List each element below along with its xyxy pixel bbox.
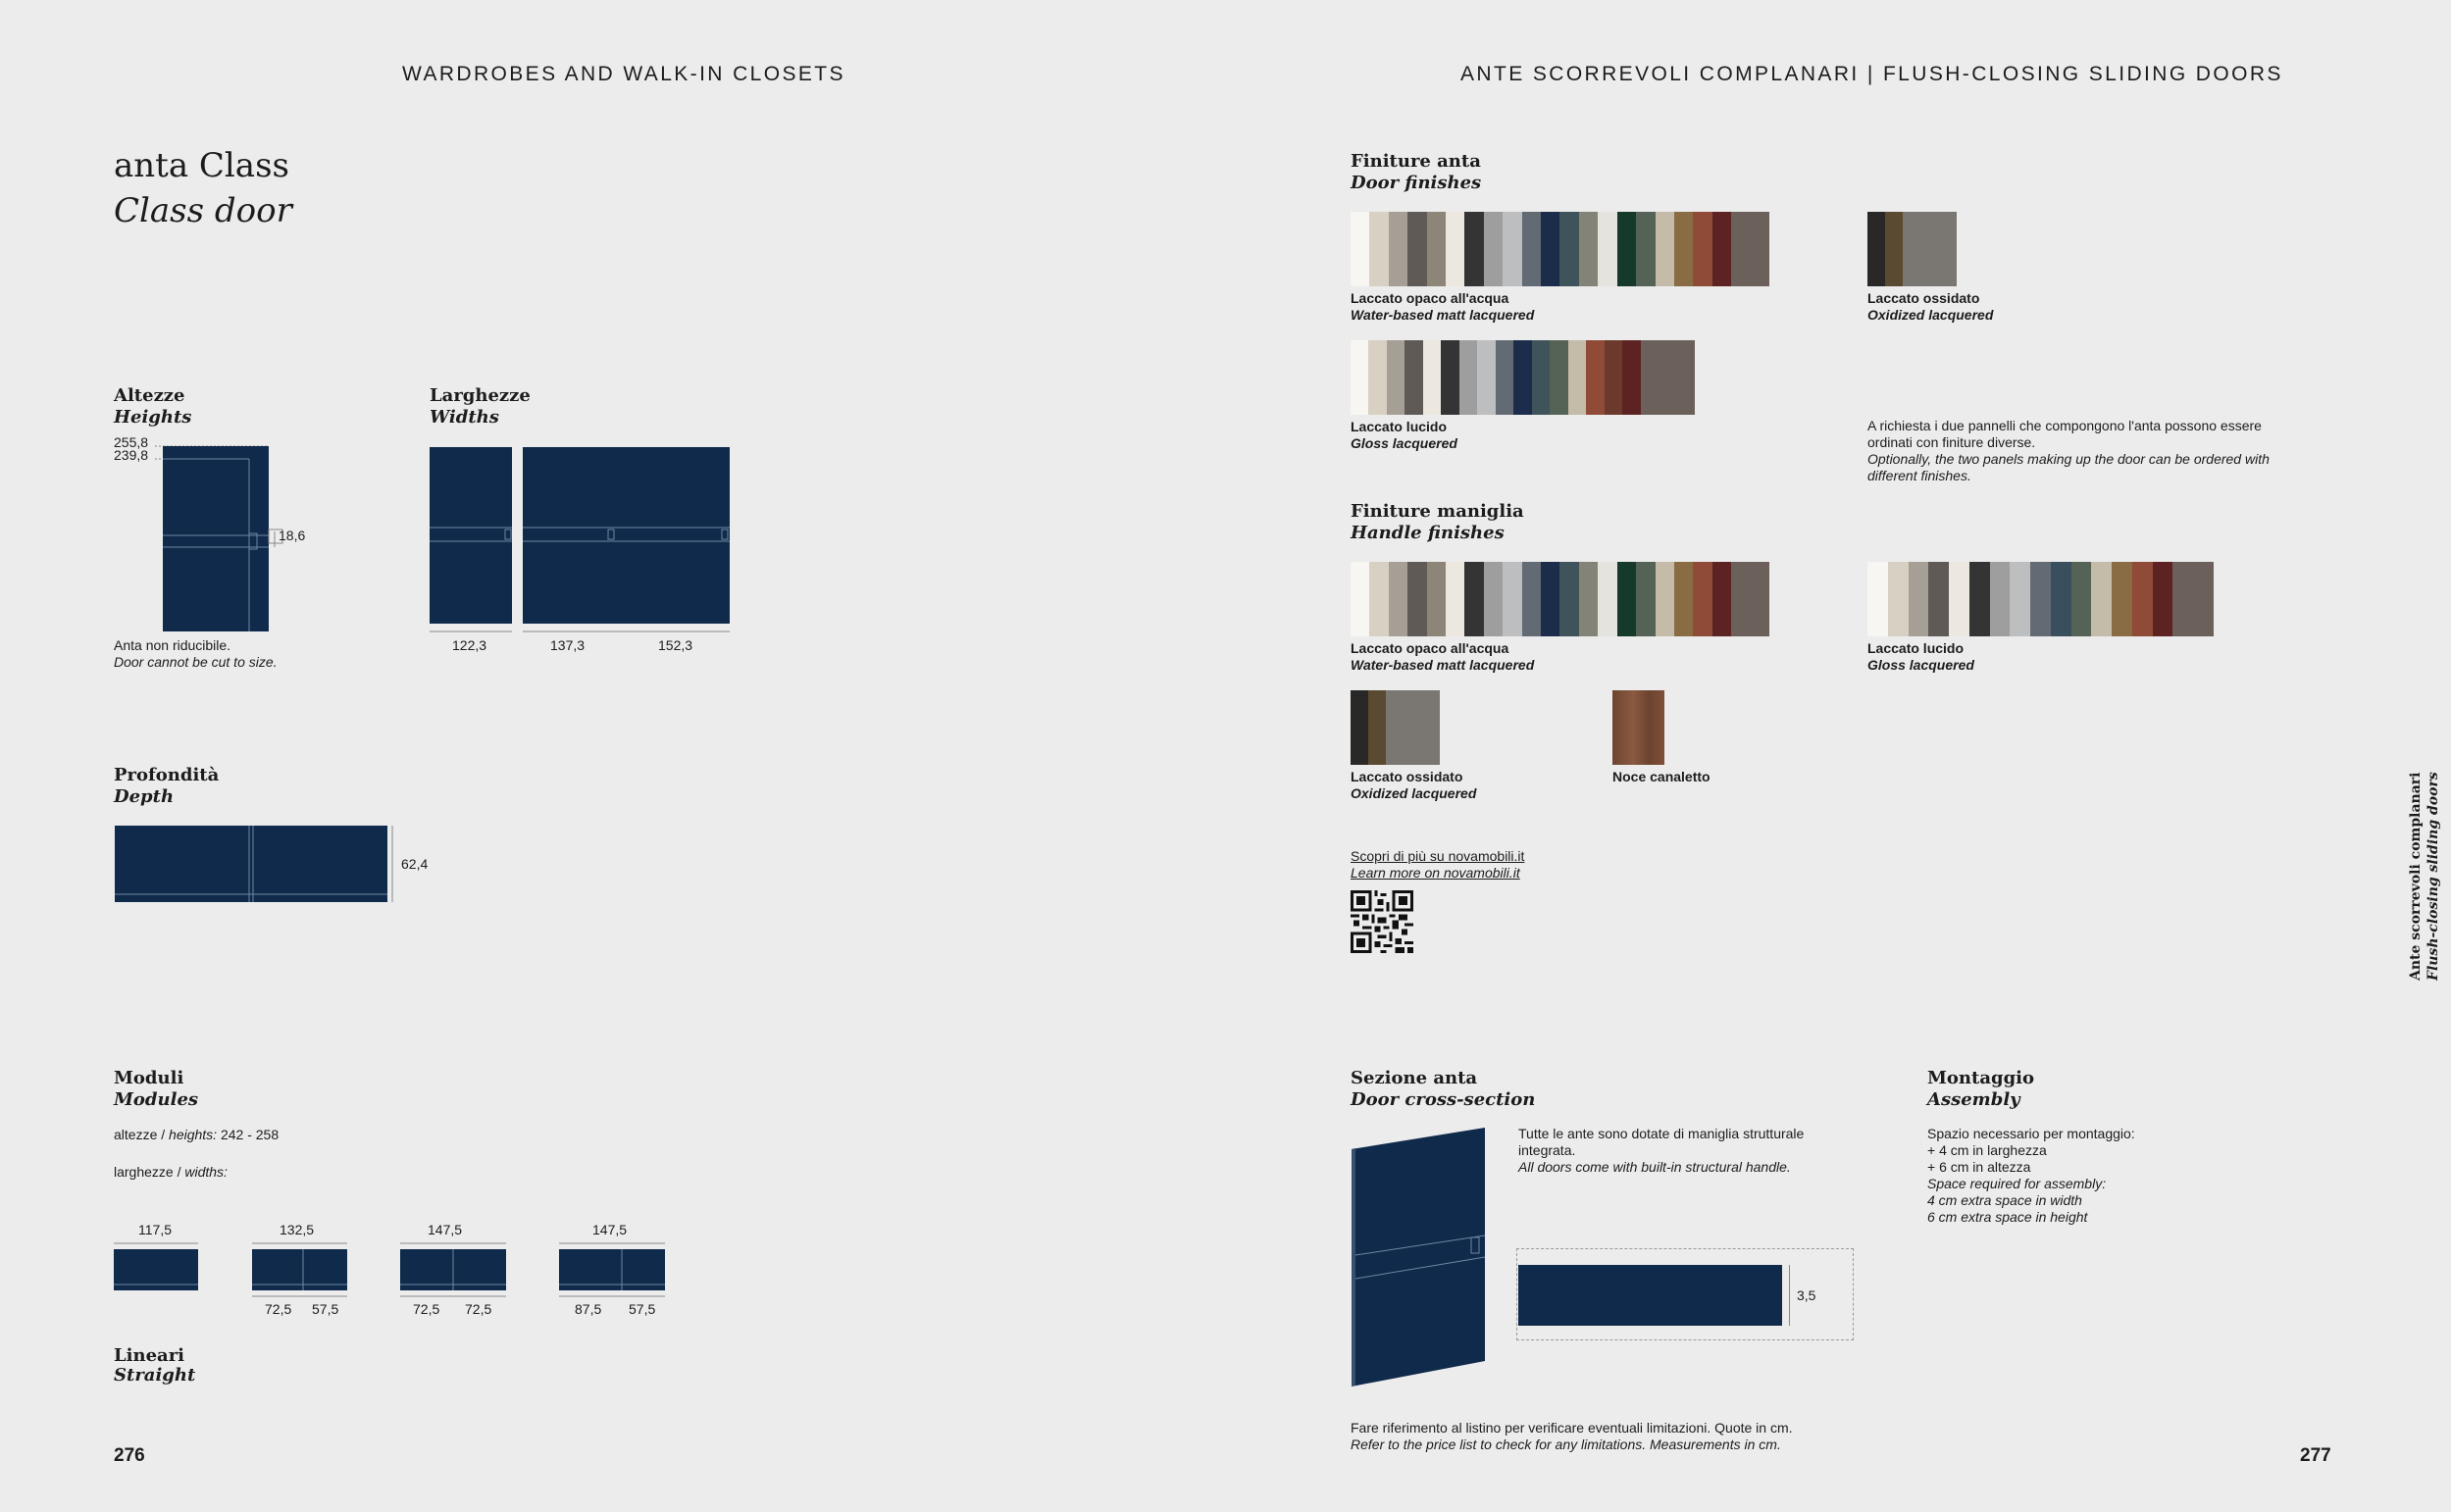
color-swatch <box>1503 212 1521 286</box>
color-swatch <box>1586 340 1604 415</box>
handle-oxidized-label: Laccato ossidato <box>1351 769 1463 784</box>
cross-section-label: Sezione anta <box>1351 1068 1478 1088</box>
module-4 <box>559 1243 665 1296</box>
assembly-line-6: 6 cm extra space in height <box>1927 1209 2088 1225</box>
color-swatch <box>1909 562 1929 636</box>
color-swatch <box>1949 562 1969 636</box>
cross-section-profile <box>1518 1265 1782 1326</box>
color-swatch <box>2071 562 2092 636</box>
color-swatch <box>1532 340 1550 415</box>
width-door-3 <box>625 447 730 631</box>
color-swatch <box>1513 340 1531 415</box>
door-matt-swatches <box>1351 212 1769 286</box>
door-oxidized-swatches <box>1867 212 1957 286</box>
color-swatch <box>1427 212 1446 286</box>
color-swatch <box>1731 212 1750 286</box>
color-swatch <box>1712 212 1731 286</box>
color-swatch <box>1559 562 1578 636</box>
door-3d-diagram <box>1348 1124 1489 1390</box>
color-swatch <box>1351 340 1368 415</box>
color-swatch <box>1939 212 1957 286</box>
color-swatch <box>1712 562 1731 636</box>
width-value-2: 137,3 <box>550 637 586 653</box>
cross-section-label-en: Door cross-section <box>1351 1089 1536 1110</box>
depth-value: 62,4 <box>401 856 429 872</box>
color-swatch <box>1386 690 1404 765</box>
color-swatch <box>1617 212 1636 286</box>
thickness-dimension-line <box>1789 1265 1790 1326</box>
color-swatch <box>1885 212 1903 286</box>
color-swatch <box>1656 562 1674 636</box>
module-3-part-2: 72,5 <box>465 1301 492 1317</box>
color-swatch <box>1636 562 1655 636</box>
right-page-header: ANTE SCORREVOLI COMPLANARI | FLUSH-CLOSING SLIDING DOORS <box>1460 63 2283 85</box>
learn-more-link[interactable]: Scopri di più su novamobili.it <box>1351 848 1525 864</box>
color-swatch <box>2172 562 2193 636</box>
color-swatch <box>1446 562 1464 636</box>
color-swatch <box>1751 212 1769 286</box>
heights-note-en: Door cannot be cut to size. <box>114 654 278 670</box>
door-finishes-note: A richiesta i due pannelli che compongono l'anta possono essere ordinati con finiture diverse. <box>1867 418 2262 450</box>
color-swatch <box>1423 340 1441 415</box>
door-matt-label: Laccato opaco all'acqua <box>1351 290 1509 306</box>
straight-label-en: Straight <box>114 1365 196 1386</box>
widths-diagram <box>428 445 734 637</box>
color-swatch <box>1351 562 1369 636</box>
cross-section-text-en: All doors come with built-in structural handle. <box>1518 1159 1791 1175</box>
color-swatch <box>1636 212 1655 286</box>
color-swatch <box>1522 562 1541 636</box>
assembly-label: Montaggio <box>1927 1068 2035 1088</box>
color-swatch <box>1422 690 1440 765</box>
module-2-part-2: 57,5 <box>312 1301 339 1317</box>
color-swatch <box>1888 562 1909 636</box>
assembly-label-en: Assembly <box>1927 1089 2020 1110</box>
door-finishes-note-en: Optionally, the two panels making up the door can be ordered with different finishes. <box>1867 451 2270 483</box>
widths-label-en: Widths <box>430 407 499 428</box>
color-swatch <box>1522 212 1541 286</box>
color-swatch <box>1617 562 1636 636</box>
color-swatch <box>1427 562 1446 636</box>
assembly-line-1: Spazio necessario per montaggio: <box>1927 1126 2135 1141</box>
color-swatch <box>1368 690 1386 765</box>
widths-label: Larghezze <box>430 385 531 406</box>
color-swatch <box>2153 562 2173 636</box>
width-value-1: 122,3 <box>452 637 487 653</box>
handle-gloss-label: Laccato lucido <box>1867 640 1965 656</box>
color-swatch <box>1641 340 1659 415</box>
handle-finishes-label-en: Handle finishes <box>1351 523 1505 543</box>
color-swatch <box>1731 562 1750 636</box>
color-swatch <box>2193 562 2214 636</box>
color-swatch <box>1484 562 1503 636</box>
color-swatch <box>1404 340 1422 415</box>
color-swatch <box>1484 212 1503 286</box>
color-swatch <box>1568 340 1586 415</box>
modules-label-en: Modules <box>114 1089 199 1110</box>
color-swatch <box>1407 562 1426 636</box>
straight-label: Lineari <box>114 1345 185 1366</box>
walnut-swatch <box>1612 690 1664 765</box>
color-swatch <box>2132 562 2153 636</box>
side-tab-text-en: Flush-closing sliding doors <box>2425 772 2441 981</box>
height-value-1: 255,8 <box>114 434 149 450</box>
assembly-line-2: + 4 cm in larghezza <box>1927 1142 2047 1158</box>
color-swatch <box>1921 212 1939 286</box>
module-2-part-1: 72,5 <box>265 1301 292 1317</box>
color-swatch <box>2010 562 2030 636</box>
depth-diagram <box>114 824 398 906</box>
color-swatch <box>1559 212 1578 286</box>
handle-gloss-label-en: Gloss lacquered <box>1867 657 1974 673</box>
learn-more-link-en[interactable]: Learn more on novamobili.it <box>1351 865 1520 881</box>
color-swatch <box>1368 340 1386 415</box>
door-oxidized-label-en: Oxidized lacquered <box>1867 307 1994 323</box>
handle-matt-swatches <box>1351 562 1769 636</box>
assembly-line-3: + 6 cm in altezza <box>1927 1159 2031 1175</box>
color-swatch <box>1541 562 1559 636</box>
module-1-total: 117,5 <box>138 1222 172 1237</box>
page-title: anta Class <box>114 146 289 185</box>
side-tab-text: Ante scorrevoli complanari <box>2408 772 2424 981</box>
module-3-total: 147,5 <box>428 1222 463 1237</box>
color-swatch <box>1990 562 2011 636</box>
modules-heights: altezze / heights: 242 - 258 <box>114 1127 280 1142</box>
color-swatch <box>1622 340 1640 415</box>
color-swatch <box>2030 562 2051 636</box>
module-4-part-2: 57,5 <box>629 1301 656 1317</box>
module-2-total: 132,5 <box>280 1222 315 1237</box>
color-swatch <box>1404 690 1422 765</box>
page-number-left: 276 <box>114 1445 145 1466</box>
door-matt-label-en: Water-based matt lacquered <box>1351 307 1535 323</box>
handle-gloss-swatches <box>1867 562 2214 636</box>
width-value-3: 152,3 <box>658 637 693 653</box>
color-swatch <box>1351 690 1368 765</box>
color-swatch <box>1407 212 1426 286</box>
color-swatch <box>1656 212 1674 286</box>
color-swatch <box>1550 340 1567 415</box>
heights-label: Altezze <box>114 385 185 406</box>
color-swatch <box>1496 340 1513 415</box>
module-4-part-1: 87,5 <box>575 1301 602 1317</box>
assembly-line-5: 4 cm extra space in width <box>1927 1192 2082 1208</box>
depth-label: Profondità <box>114 765 220 785</box>
color-swatch <box>1693 212 1711 286</box>
color-swatch <box>1676 340 1694 415</box>
color-swatch <box>1464 562 1483 636</box>
handle-matt-label: Laccato opaco all'acqua <box>1351 640 1509 656</box>
page-number-right: 277 <box>2300 1445 2331 1466</box>
color-swatch <box>1464 212 1483 286</box>
width-door-1 <box>430 447 512 631</box>
color-swatch <box>1389 562 1407 636</box>
handle-dimension: 18,6 <box>279 528 306 543</box>
depth-label-en: Depth <box>114 786 175 807</box>
door-finishes-label-en: Door finishes <box>1351 173 1482 193</box>
page-subtitle: Class door <box>114 191 292 230</box>
color-swatch <box>1605 340 1622 415</box>
color-swatch <box>1503 562 1521 636</box>
color-swatch <box>1659 340 1676 415</box>
color-swatch <box>1459 340 1477 415</box>
cross-section-text: Tutte le ante sono dotate di maniglia strutturale integrata. <box>1518 1126 1805 1158</box>
footer-note: Fare riferimento al listino per verificare eventuali limitazioni. Quote in cm. <box>1351 1420 1793 1436</box>
color-swatch <box>1928 562 1949 636</box>
color-swatch <box>1387 340 1404 415</box>
color-swatch <box>1598 562 1616 636</box>
color-swatch <box>2091 562 2112 636</box>
module-2 <box>252 1243 347 1296</box>
color-swatch <box>1674 212 1693 286</box>
color-swatch <box>1369 562 1388 636</box>
door-gloss-label: Laccato lucido <box>1351 419 1448 434</box>
assembly-line-4: Space required for assembly: <box>1927 1176 2107 1191</box>
color-swatch <box>1867 562 1888 636</box>
color-swatch <box>2112 562 2132 636</box>
color-swatch <box>1541 212 1559 286</box>
handle-finishes-label: Finiture maniglia <box>1351 501 1524 522</box>
module-3-part-1: 72,5 <box>413 1301 440 1317</box>
color-swatch <box>1674 562 1693 636</box>
color-swatch <box>1598 212 1616 286</box>
color-swatch <box>1903 212 1920 286</box>
color-swatch <box>1441 340 1458 415</box>
module-1 <box>114 1243 198 1290</box>
color-swatch <box>2051 562 2071 636</box>
walnut-label: Noce canaletto <box>1612 769 1711 784</box>
height-value-2: 239,8 <box>114 447 149 463</box>
width-door-2 <box>523 447 641 631</box>
footer-note-en: Refer to the price list to check for any limitations. Measurements in cm. <box>1351 1436 1781 1452</box>
side-tab <box>2407 772 2442 981</box>
modules-diagram <box>112 1241 673 1298</box>
handle-oxidized-swatches <box>1351 690 1440 765</box>
color-swatch <box>1369 212 1388 286</box>
thickness-value: 3,5 <box>1797 1287 1816 1303</box>
color-swatch <box>1477 340 1495 415</box>
left-page-header: WARDROBES AND WALK-IN CLOSETS <box>402 63 845 85</box>
qr-code-icon[interactable] <box>1351 890 1413 953</box>
color-swatch <box>1389 212 1407 286</box>
door-finishes-label: Finiture anta <box>1351 151 1481 172</box>
module-4-total: 147,5 <box>592 1222 628 1237</box>
handle-oxidized-label-en: Oxidized lacquered <box>1351 785 1477 801</box>
heights-note: Anta non riducibile. <box>114 637 231 653</box>
color-swatch <box>1579 212 1598 286</box>
color-swatch <box>1351 212 1369 286</box>
color-swatch <box>1969 562 1990 636</box>
heights-label-en: Heights <box>114 407 192 428</box>
color-swatch <box>1693 562 1711 636</box>
color-swatch <box>1446 212 1464 286</box>
color-swatch <box>1867 212 1885 286</box>
modules-widths: larghezze / widths: <box>114 1164 228 1180</box>
handle-matt-label-en: Water-based matt lacquered <box>1351 657 1535 673</box>
color-swatch <box>1751 562 1769 636</box>
door-oxidized-label: Laccato ossidato <box>1867 290 1980 306</box>
modules-label: Moduli <box>114 1068 184 1088</box>
color-swatch <box>1579 562 1598 636</box>
module-3 <box>400 1243 506 1296</box>
door-gloss-label-en: Gloss lacquered <box>1351 435 1457 451</box>
door-gloss-swatches <box>1351 340 1695 415</box>
